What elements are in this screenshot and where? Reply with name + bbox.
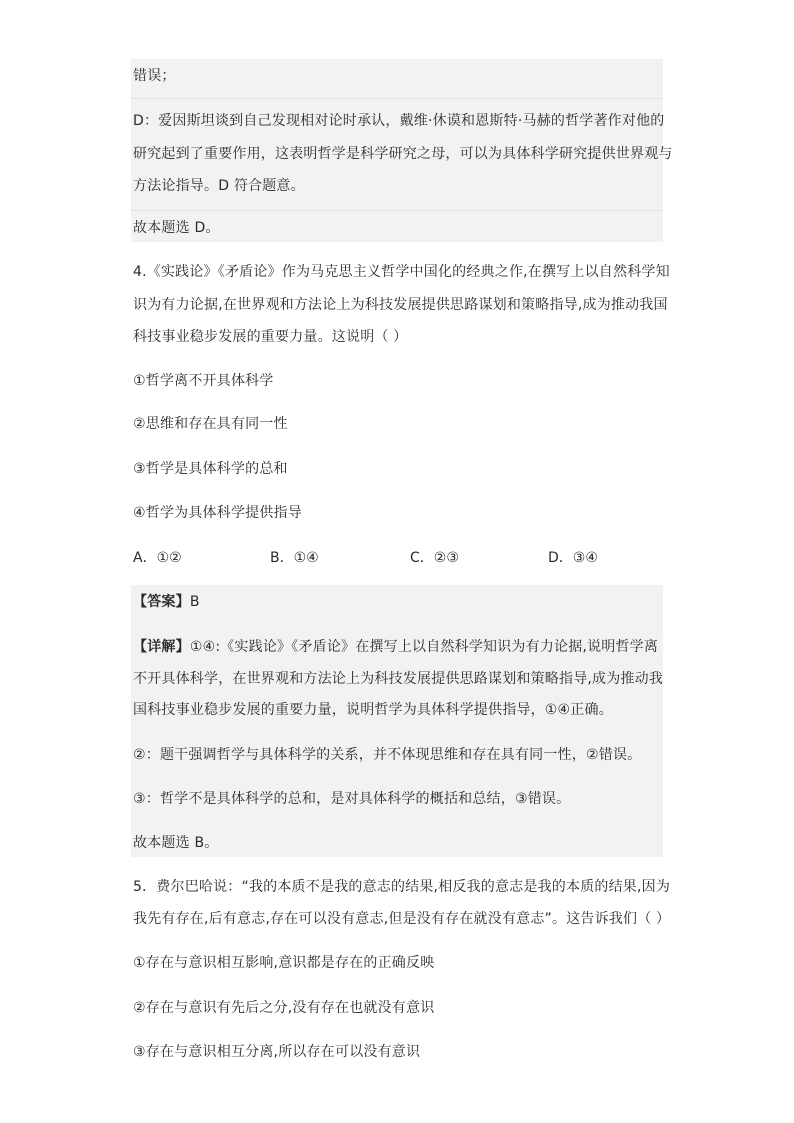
prev-explanation-text: 错误； (133, 68, 176, 84)
answer-value: B (189, 594, 200, 610)
question-5-stem: 我先有存在,后有意志,存在可以没有意志,但是没有存在就没有意志”。这告诉我们（ ） (133, 911, 671, 927)
question-4-item: ①哲学离不开具体科学 (133, 373, 274, 389)
question-5-item: ③存在与意识相互分离,所以存在可以没有意识 (133, 1044, 421, 1060)
question-5-item: ①存在与意识相互影响,意识都是存在的正确反映 (133, 955, 435, 971)
question-4-stem: 4.《实践论》《矛盾论》作为马克思主义哲学中国化的经典之作,在撰写上以自然科学知 (133, 264, 670, 280)
question-5-item: ②存在与意识有先后之分,没有存在也就没有意识 (133, 1000, 435, 1016)
analysis-text: ②：题干强调哲学与具体科学的关系，并不体现思维和存在具有同一性，②错误。 (133, 747, 642, 763)
detail-tag: 【详解】 (133, 639, 190, 655)
detail-text: 国科技事业稳步发展的重要力量，说明哲学为具体科学提供指导，①④正确。 (133, 702, 613, 718)
question-4-item: ②思维和存在具有同一性 (133, 416, 288, 432)
option-c: C．②③ (410, 550, 459, 566)
detail-line (133, 637, 665, 657)
option-a: A．①② (133, 550, 182, 566)
answer-tag: 【答案】 (133, 594, 190, 610)
answer-line (133, 592, 665, 612)
divider (131, 98, 663, 99)
question-5-stem: 5．费尔巴哈说：“我的本质不是我的意志的结果,相反我的意志是我的本质的结果,因为 (133, 879, 671, 895)
prev-explanation-option-d: D：爱因斯坦谈到自己发现相对论时承认，戴维·休谟和恩斯特·马赫的哲学著作对他的 (133, 113, 665, 129)
divider (131, 210, 663, 211)
detail-text: ①④:《实践论》《矛盾论》在撰写上以自然科学知识为有力论据,说明哲学离 (189, 639, 659, 655)
analysis-text: ③：哲学不是具体科学的总和，是对具体科学的概括和总结，③错误。 (133, 791, 571, 807)
question-4-stem: 识为有力论据,在世界观和方法论上为科技发展提供思路谋划和策略指导,成为推动我国 (133, 297, 668, 313)
prev-conclusion: 故本题选 D。 (133, 220, 220, 236)
option-b: B．①④ (270, 550, 319, 566)
detail-text: 不开具体科学，在世界观和方法论上为科技发展提供思路谋划和策略指导,成为推动我 (133, 671, 664, 687)
question-4-item: ④哲学为具体科学提供指导 (133, 505, 302, 521)
prev-explanation-option-d: 方法论指导。D 符合题意。 (133, 178, 305, 194)
question-4-stem: 科技事业稳步发展的重要力量。这说明（ ） (133, 329, 408, 345)
question-4-item: ③哲学是具体科学的总和 (133, 461, 288, 477)
option-d: D．③④ (548, 550, 598, 566)
answer-block (131, 585, 663, 857)
prev-explanation-option-d: 研究起到了重要作用，这表明哲学是科学研究之母，可以为具体科学研究提供世界观与 (133, 146, 673, 162)
question-4-conclusion: 故本题选 B。 (133, 835, 219, 851)
